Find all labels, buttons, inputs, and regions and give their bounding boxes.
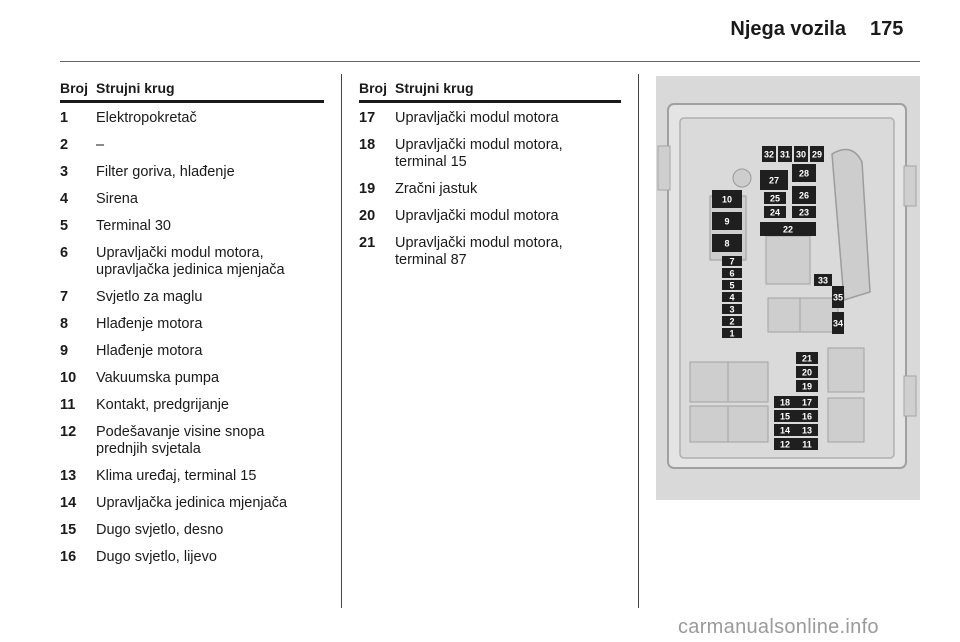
circuit-description: Svjetlo za maglu bbox=[96, 289, 203, 305]
circuit-description: Terminal 30 bbox=[96, 218, 171, 234]
fuse-number: 15 bbox=[60, 522, 77, 538]
fuse-label-23: 23 bbox=[798, 207, 810, 218]
fuse-label-6: 6 bbox=[729, 268, 735, 279]
fuse-label-5: 5 bbox=[729, 280, 735, 291]
fuse-number: 11 bbox=[60, 397, 76, 413]
table-row bbox=[359, 137, 621, 171]
fuse-label-12: 12 bbox=[779, 439, 791, 450]
table-row bbox=[60, 289, 324, 306]
table-row bbox=[60, 397, 324, 414]
table-body bbox=[60, 110, 324, 566]
table-row bbox=[60, 522, 324, 539]
fuse-number: 14 bbox=[60, 495, 77, 511]
column-header-circuit: Strujni krug bbox=[395, 80, 474, 96]
fuse-label-28: 28 bbox=[798, 168, 810, 179]
fuse-label-29: 29 bbox=[811, 149, 823, 160]
fuse-number: 18 bbox=[359, 137, 376, 153]
circuit-description: Kontakt, predgrijanje bbox=[96, 397, 229, 413]
circuit-description: Elektropokretač bbox=[96, 110, 197, 126]
fuse-label-20: 20 bbox=[801, 367, 813, 378]
table-row bbox=[359, 110, 621, 127]
fuse-label-33: 33 bbox=[817, 275, 829, 286]
table-row bbox=[60, 110, 324, 127]
fuse-number: 8 bbox=[60, 316, 69, 332]
table-row bbox=[359, 235, 621, 269]
column-header-number: Broj bbox=[60, 80, 88, 96]
fuse-label-30: 30 bbox=[795, 149, 807, 160]
fuse-label-18: 18 bbox=[779, 397, 791, 408]
table-row bbox=[60, 245, 324, 279]
circuit-description: – bbox=[96, 137, 105, 153]
fuse-number: 6 bbox=[60, 245, 69, 261]
fuse-label-21: 21 bbox=[801, 353, 813, 364]
fuse-number: 1 bbox=[60, 110, 69, 126]
fuse-table-right bbox=[359, 80, 621, 279]
fuse-label-19: 19 bbox=[801, 381, 813, 392]
fuse-number: 10 bbox=[60, 370, 77, 386]
circuit-description: Upravljački modul motora, upravljačka jedinica mjenjača bbox=[96, 245, 285, 278]
fuse-label-15: 15 bbox=[779, 411, 791, 422]
fuse-label-34: 34 bbox=[832, 318, 844, 329]
column-divider-2 bbox=[638, 74, 639, 608]
table-header bbox=[359, 80, 621, 103]
fuse-number: 12 bbox=[60, 424, 77, 440]
fuse-label-9: 9 bbox=[724, 216, 730, 227]
circuit-description: Zračni jastuk bbox=[395, 181, 478, 197]
fuse-number: 17 bbox=[359, 110, 376, 126]
circuit-description: Upravljački modul motora, terminal 15 bbox=[395, 137, 563, 170]
circuit-description: Filter goriva, hlađenje bbox=[96, 164, 235, 180]
watermark: carmanualsonline.info bbox=[678, 616, 879, 638]
fuse-label-4: 4 bbox=[729, 292, 735, 303]
fuse-label-26: 26 bbox=[798, 190, 810, 201]
table-row bbox=[60, 468, 324, 485]
table-row bbox=[60, 495, 324, 512]
table-row bbox=[60, 424, 324, 458]
table-row bbox=[60, 370, 324, 387]
fuse-table-left bbox=[60, 80, 324, 576]
circuit-description: Vakuumska pumpa bbox=[96, 370, 220, 386]
section-title: Njega vozila bbox=[730, 18, 846, 40]
fuse-label-10: 10 bbox=[721, 194, 733, 205]
table-row bbox=[60, 316, 324, 333]
column-header-number: Broj bbox=[359, 80, 387, 96]
fuse-number: 13 bbox=[60, 468, 77, 484]
header-divider bbox=[60, 61, 920, 62]
fuse-label-22: 22 bbox=[782, 224, 794, 235]
fuse-label-14: 14 bbox=[779, 425, 791, 436]
fuse-number: 2 bbox=[60, 137, 69, 153]
table-row bbox=[60, 137, 324, 154]
fuse-label-31: 31 bbox=[779, 149, 791, 160]
fuse-label-2: 2 bbox=[729, 316, 735, 327]
table-body bbox=[359, 110, 621, 269]
circuit-description: Upravljački modul motora, terminal 87 bbox=[395, 235, 563, 268]
table-row bbox=[359, 181, 621, 198]
fuse-number: 21 bbox=[359, 235, 376, 251]
fuse-label-7: 7 bbox=[729, 256, 735, 267]
fuse-label-1: 1 bbox=[729, 328, 735, 339]
fuse-label-3: 3 bbox=[729, 304, 735, 315]
fuse-label-32: 32 bbox=[763, 149, 775, 160]
table-row bbox=[60, 218, 324, 235]
circuit-description: Sirena bbox=[96, 191, 138, 207]
circuit-description: Upravljački modul motora bbox=[395, 208, 559, 224]
fuse-number: 5 bbox=[60, 218, 69, 234]
fuse-label-16: 16 bbox=[801, 411, 813, 422]
table-row bbox=[60, 164, 324, 181]
table-row bbox=[60, 549, 324, 566]
column-header-circuit: Strujni krug bbox=[96, 80, 175, 96]
fuse-number: 9 bbox=[60, 343, 69, 359]
circuit-description: Dugo svjetlo, lijevo bbox=[96, 549, 217, 565]
column-divider-1 bbox=[341, 74, 342, 608]
fuse-box-diagram bbox=[656, 76, 920, 500]
fuse-label-24: 24 bbox=[769, 207, 781, 218]
table-row bbox=[60, 343, 324, 360]
fuse-label-25: 25 bbox=[769, 193, 781, 204]
circuit-description: Upravljački modul motora bbox=[395, 110, 559, 126]
fuse-number: 3 bbox=[60, 164, 69, 180]
fuse-label-27: 27 bbox=[768, 175, 780, 186]
circuit-description: Dugo svjetlo, desno bbox=[96, 522, 224, 538]
circuit-description: Klima uređaj, terminal 15 bbox=[96, 468, 257, 484]
table-row bbox=[359, 208, 621, 225]
page-number: 175 bbox=[870, 18, 904, 40]
fuse-number: 7 bbox=[60, 289, 69, 305]
circuit-description: Hlađenje motora bbox=[96, 343, 203, 359]
fuse-label-8: 8 bbox=[724, 238, 730, 249]
fuse-number: 20 bbox=[359, 208, 376, 224]
fuse-number: 16 bbox=[60, 549, 77, 565]
fuse-number: 19 bbox=[359, 181, 376, 197]
circuit-description: Hlađenje motora bbox=[96, 316, 203, 332]
fuse-label-35: 35 bbox=[832, 292, 844, 303]
fuse-label-17: 17 bbox=[801, 397, 813, 408]
fuse-label-11: 11 bbox=[802, 439, 812, 450]
fuse-box-illustration bbox=[656, 76, 920, 500]
table-row bbox=[60, 191, 324, 208]
circuit-description: Podešavanje visine snopa prednjih svjetala bbox=[96, 424, 265, 457]
fuse-number: 4 bbox=[60, 191, 69, 207]
table-header bbox=[60, 80, 324, 103]
fuse-label-13: 13 bbox=[801, 425, 813, 436]
circuit-description: Upravljačka jedinica mjenjača bbox=[96, 495, 288, 511]
